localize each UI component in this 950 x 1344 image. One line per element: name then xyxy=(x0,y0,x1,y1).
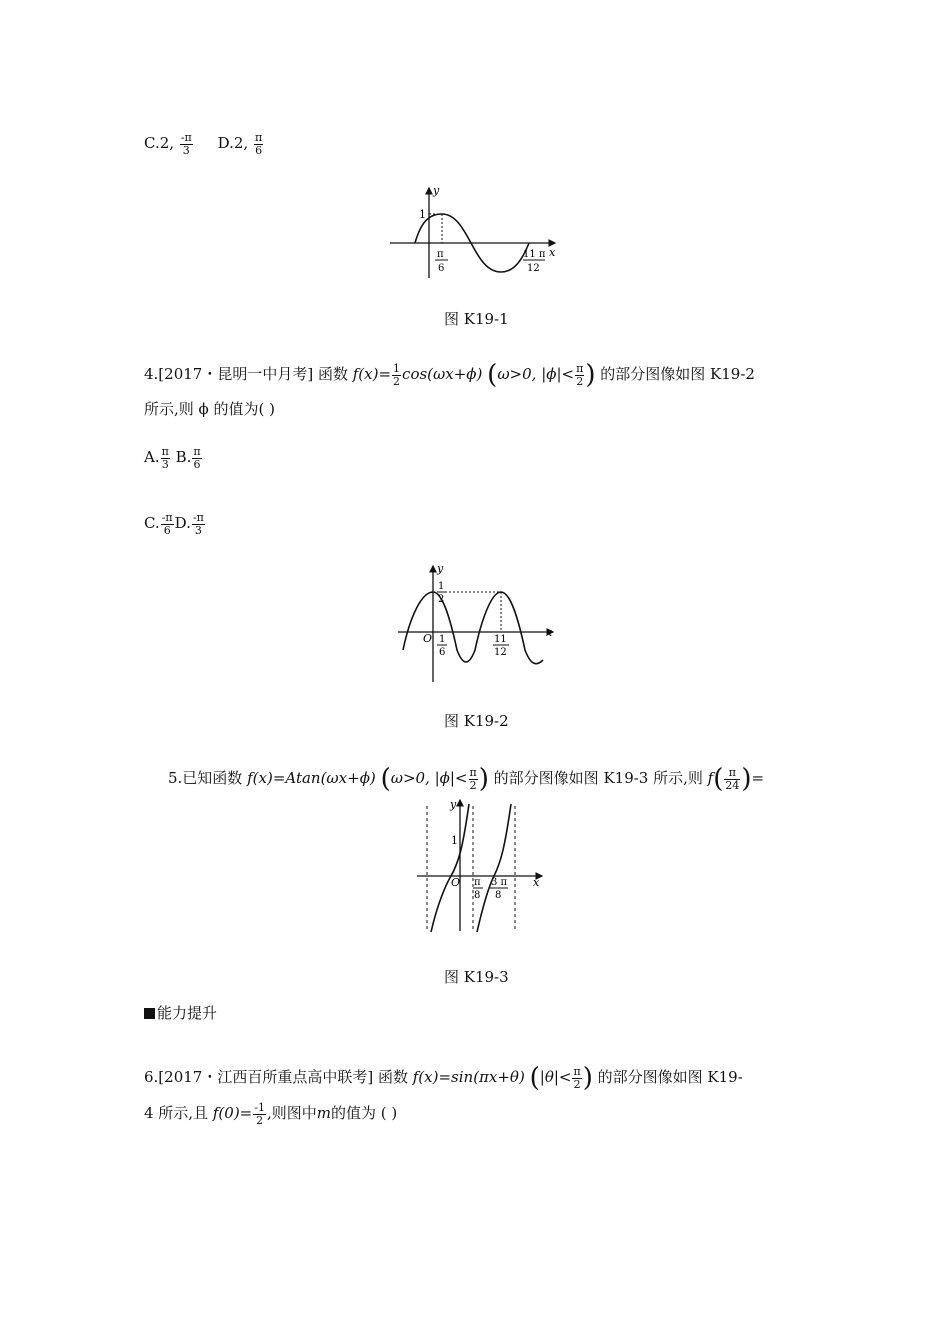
q6-suffix: 的部分图像如图 K19- xyxy=(597,1068,743,1086)
q5-arg-fraction: $\frac{\pi}{24}$ xyxy=(725,765,740,792)
fig2-curve xyxy=(403,592,543,664)
q5-line: 5.已知函数 f(x)=Atan(ωx+ϕ) (ω>0, |ϕ|< $\frac{\pi}{2}$ ) 的部分图像如图 K19-3 所示,则 f( $\frac{\pi}{24}$ )= xyxy=(168,764,765,794)
fig1-t1-den: 6 xyxy=(438,263,445,274)
q4-option-b-label: B. xyxy=(175,448,192,467)
fig3-t2-den: 8 xyxy=(495,890,502,901)
q6-m: m xyxy=(316,1104,331,1123)
q5-fx: f(x) xyxy=(247,769,273,787)
figure-k19-1 xyxy=(385,180,565,280)
q4-option-c-label: C. xyxy=(144,514,160,533)
q4-option-c-fraction: $\frac{-\pi}{6}$ xyxy=(161,511,173,537)
q6-line2 xyxy=(144,1102,397,1126)
q5-condition: ω>0, |ϕ|< xyxy=(390,769,468,787)
figure-k19-2 xyxy=(395,562,560,687)
fig2-t1-num: 1 xyxy=(439,634,446,645)
q5-eq: =Atan(ωx+ϕ) xyxy=(272,769,376,787)
section-title: 能力提升 xyxy=(157,1004,218,1022)
q4-line1: 4.[2017・昆明一中月考] 函数 f(x)= $\frac{1}{2}$ cos(ωx+ϕ) (ω>0, |ϕ|< $\frac{\pi}{2}$ ) 的部分图像如图 K19-2 xyxy=(144,360,755,390)
q6-line1: 6.[2017・江西百所重点高中联考] 函数 f(x)=sin(πx+θ) (|θ|< $\frac{\pi}{2}$ ) 的部分图像如图 K19- xyxy=(144,1063,743,1093)
q4-cond-fraction: $\frac{\pi}{2}$ xyxy=(576,361,584,388)
q4-condition: ω>0, |ϕ|< xyxy=(497,365,575,383)
q6-prefix: 6.[2017・江西百所重点高中联考] 函数 xyxy=(144,1068,408,1086)
fig3-x-label: x xyxy=(533,876,540,889)
q4-option-a-label: A. xyxy=(144,448,160,467)
q6-cond-fraction: $\frac{\pi}{2}$ xyxy=(573,1064,581,1091)
q4-options-ab xyxy=(144,446,203,470)
heading-square-icon xyxy=(144,1008,155,1019)
q3-option-d-label: D.2, xyxy=(217,134,249,153)
fig3-one-label: 1 xyxy=(451,834,458,847)
q5-tail: = xyxy=(751,769,765,787)
fig2-caption: 图 K19-2 xyxy=(444,712,509,730)
q4-fx: f(x) xyxy=(352,365,379,383)
q4-option-a-fraction: $\frac{\pi}{3}$ xyxy=(161,445,169,471)
q4-option-d-fraction: $\frac{-\pi}{3}$ xyxy=(192,511,204,537)
fig3-origin: O xyxy=(451,876,461,889)
fig2-x-label: x xyxy=(546,626,553,639)
fig1-caption: 图 K19-1 xyxy=(444,310,509,328)
q4-option-d-label: D. xyxy=(174,514,191,533)
fig1-x-label: x xyxy=(549,246,556,259)
q6-line2-b: ,则图中 xyxy=(266,1104,317,1123)
q6-f0: f(0)= xyxy=(212,1104,253,1123)
fig2-t1-den: 6 xyxy=(439,647,446,658)
q3-option-c-fraction: $\frac{-\pi}{3}$ xyxy=(180,131,192,157)
fig1-max-label: 1 xyxy=(419,208,426,221)
q4-prefix: 4.[2017・昆明一中月考] 函数 xyxy=(144,365,348,383)
figure-k19-3 xyxy=(405,796,550,936)
fig1-t1-num: π xyxy=(437,249,444,260)
fig3-t1-den: 8 xyxy=(474,890,481,901)
q6-value-fraction: $\frac{-1}{2}$ xyxy=(254,1101,265,1127)
q4-options-cd xyxy=(144,512,206,536)
fig3-caption: 图 K19-3 xyxy=(444,968,509,986)
q3-options xyxy=(144,132,264,156)
q5-cond-fraction: $\frac{\pi}{2}$ xyxy=(469,765,477,792)
q3-option-d-fraction: $\frac{\pi}{6}$ xyxy=(254,131,263,157)
fig3-y-label: y xyxy=(450,798,457,811)
fig2-origin: O xyxy=(423,632,433,645)
fig1-t2-num: 11 π xyxy=(523,249,546,260)
q6-line2-a: 4 所示,且 xyxy=(144,1104,209,1123)
q5-suffix: 的部分图像如图 K19-3 所示,则 xyxy=(493,769,703,787)
q4-suffix: 的部分图像如图 K19-2 xyxy=(600,365,755,383)
fig2-y-label: y xyxy=(437,562,444,575)
fig3-branch-2 xyxy=(477,804,511,932)
q4-equals: = xyxy=(378,365,392,383)
q6-condition: |θ|< xyxy=(539,1068,572,1086)
q4-option-b-fraction: $\frac{\pi}{6}$ xyxy=(193,445,201,471)
fig2-max-den: 2 xyxy=(438,594,445,605)
q4-half: $\frac{1}{2}$ xyxy=(393,361,401,388)
fig3-t2-num: 3 π xyxy=(491,877,508,888)
section-heading xyxy=(144,1006,217,1021)
q6-fx: f(x) xyxy=(412,1068,439,1086)
fig1-y-label: y xyxy=(433,184,440,197)
q4-line2: 所示,则 ϕ 的值为( ) xyxy=(144,400,276,418)
q6-line2-c: 的值为 ( ) xyxy=(330,1104,398,1123)
fig2-max-num: 1 xyxy=(438,581,445,592)
q4-cos: cos(ωx+ϕ) xyxy=(402,365,483,383)
q5-prefix: 5.已知函数 xyxy=(168,769,243,787)
fig3-branch-1 xyxy=(431,804,469,932)
q5-f: f xyxy=(707,769,714,787)
q3-option-c-label: C.2, xyxy=(144,134,175,153)
fig2-t2-num: 11 xyxy=(494,634,507,645)
fig3-t1-num: π xyxy=(474,877,481,888)
q6-eq: =sin(πx+θ) xyxy=(438,1068,525,1086)
fig1-t2-den: 12 xyxy=(527,263,540,274)
fig2-t2-den: 12 xyxy=(494,647,507,658)
